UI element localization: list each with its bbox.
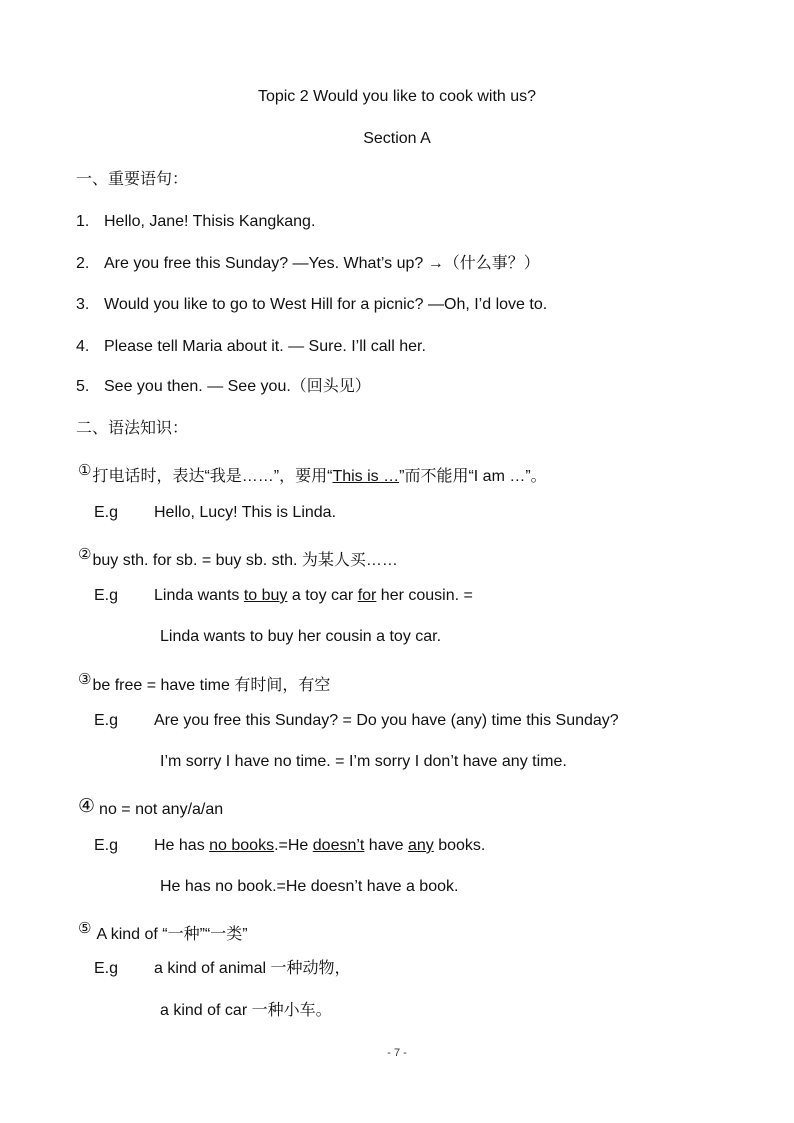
sentence-item xyxy=(76,377,371,397)
grammar-text: be free = have time 有时间，有空 xyxy=(92,677,331,694)
grammar-point-4 xyxy=(78,796,224,820)
example-line xyxy=(94,836,485,856)
underlined-text: no books xyxy=(209,837,275,854)
page-title: Topic 2 Would you like to cook with us? xyxy=(257,88,537,105)
underlined-text: doesn’t xyxy=(312,837,365,854)
sentence-item xyxy=(76,295,547,315)
example-line-2: I’m sorry I have no time. = I’m sorry I don’t have any time. xyxy=(160,753,567,770)
grammar-text: buy sth. for sb. = buy sb. sth. 为某人买…… xyxy=(92,552,398,569)
eg-label: E.g xyxy=(94,712,119,729)
sentence-number: 1. xyxy=(76,213,90,230)
circled-number-2: ② xyxy=(78,546,92,563)
sentence-item xyxy=(76,337,426,357)
sentence-number: 3. xyxy=(76,296,90,313)
sentence-text: Please tell Maria about it. — Sure. I’ll call her. xyxy=(104,338,426,355)
sentence-text: Hello, Jane! Thisis Kangkang. xyxy=(104,213,316,230)
eg-label: E.g xyxy=(94,960,119,977)
grammar-text: A kind of “一种”“一类” xyxy=(96,926,248,943)
example-text: Are you free this Sunday? = Do you have (any) time this Sunday? xyxy=(154,712,619,729)
sentence-text: Are you free this Sunday? —Yes. What’s up? →（什么事？） xyxy=(104,255,540,272)
example-text: .=He xyxy=(274,837,313,854)
sentence-number: 2. xyxy=(76,255,90,272)
circled-number-5: ⑤ xyxy=(78,920,92,937)
eg-label: E.g xyxy=(94,587,119,604)
grammar-point-3 xyxy=(78,671,331,696)
section1-heading: 一、重要语句： xyxy=(76,171,189,188)
circled-number-3: ③ xyxy=(78,671,92,688)
underlined-text: This is … xyxy=(332,468,400,485)
section-subtitle: Section A xyxy=(363,130,431,147)
underlined-text: to buy xyxy=(243,587,288,604)
page-number: - 7 - xyxy=(387,1047,407,1059)
sentence-number: 4. xyxy=(76,338,90,355)
grammar-text: no = not any/a/an xyxy=(99,801,224,818)
circled-number-4: ④ xyxy=(78,796,96,817)
example-text: Linda wants xyxy=(154,587,244,604)
grammar-point-1 xyxy=(78,462,547,487)
sentence-text: Would you like to go to West Hill for a picnic? —Oh, I’d love to. xyxy=(104,296,548,313)
example-text: a kind of animal 一种动物， xyxy=(154,960,351,977)
grammar-point-2 xyxy=(78,546,398,571)
example-line xyxy=(94,586,473,606)
sentence-number: 5. xyxy=(76,378,90,395)
underlined-text: any xyxy=(407,837,434,854)
grammar-text: 打电话时，表达“我是……”，要用“ xyxy=(92,468,333,485)
example-line-2: Linda wants to buy her cousin a toy car. xyxy=(160,628,442,645)
underlined-text: for xyxy=(357,587,377,604)
sentence-text: See you then. — See you.（回头见） xyxy=(104,378,371,395)
grammar-point-5 xyxy=(78,920,248,945)
grammar-text: ”而不能用“I am …”。 xyxy=(399,468,547,485)
sentence-item xyxy=(76,212,315,232)
example-line xyxy=(94,959,351,979)
example-line xyxy=(94,503,336,523)
eg-label: E.g xyxy=(94,837,119,854)
example-line-2: He has no book.=He doesn’t have a book. xyxy=(160,878,459,895)
example-text: her cousin. = xyxy=(376,587,473,604)
section2-heading: 二、语法知识： xyxy=(76,420,189,437)
example-line xyxy=(94,711,619,731)
example-text: a toy car xyxy=(287,587,358,604)
example-text: have xyxy=(364,837,408,854)
example-line-2: a kind of car 一种小车。 xyxy=(160,1002,332,1019)
circled-number-1: ① xyxy=(78,462,92,479)
eg-label: E.g xyxy=(94,504,119,521)
example-text: Hello, Lucy! This is Linda. xyxy=(154,504,337,521)
example-text: He has xyxy=(154,837,210,854)
example-text: books. xyxy=(433,837,486,854)
sentence-item xyxy=(76,254,540,274)
